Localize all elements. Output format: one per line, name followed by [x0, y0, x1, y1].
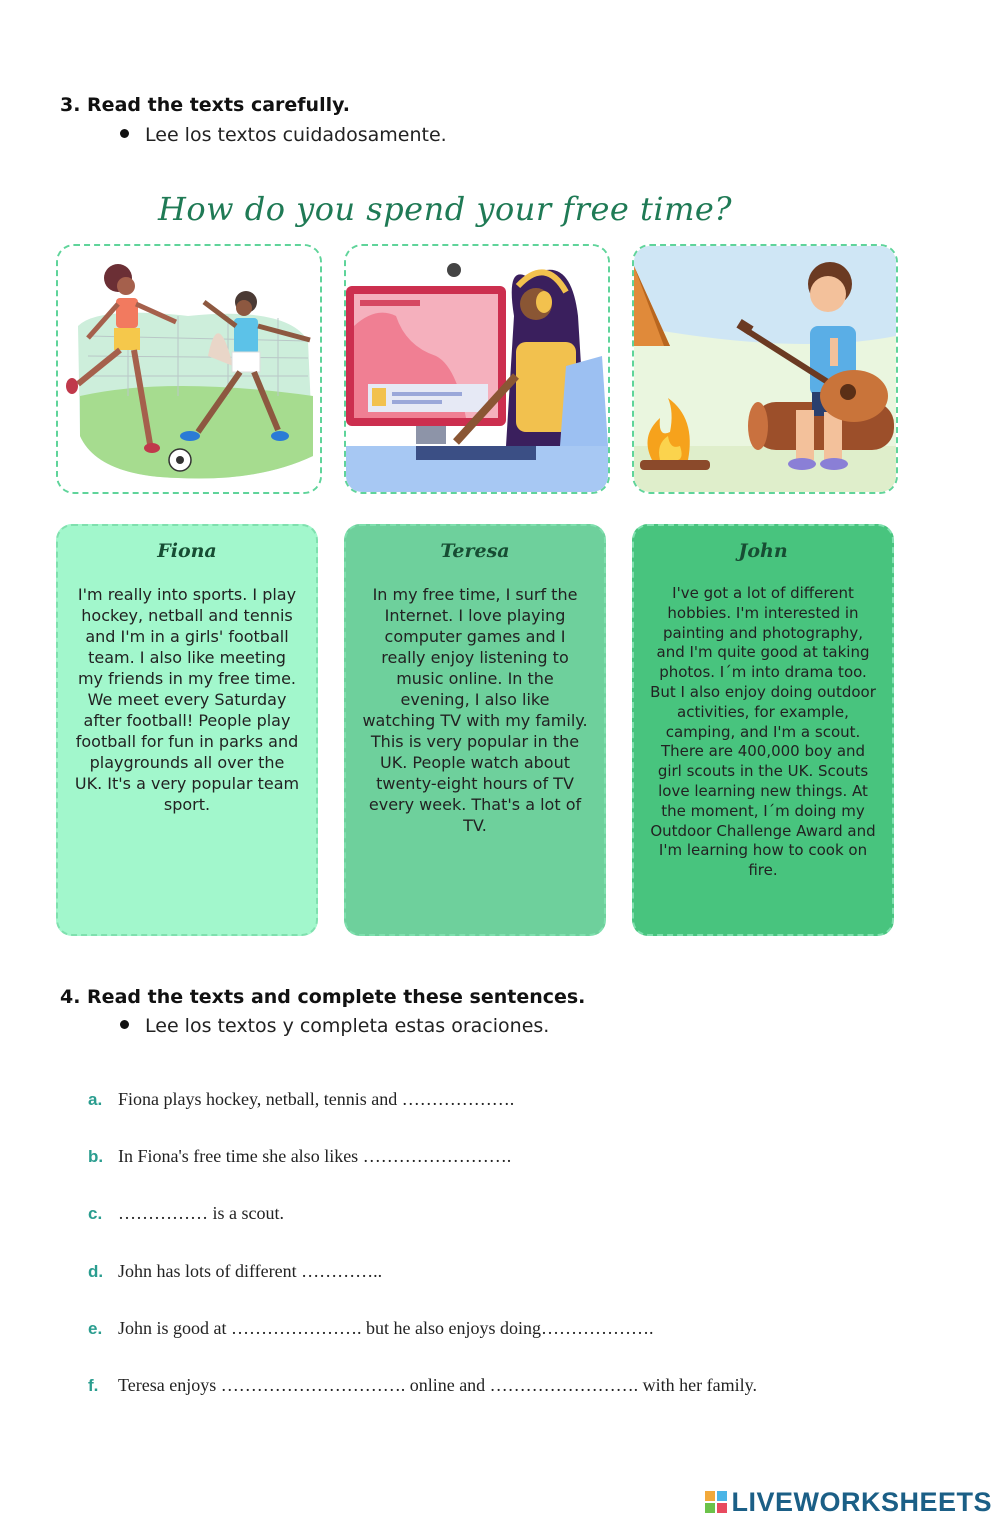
- brand-text: LIVEWORKSHEETS: [731, 1487, 992, 1517]
- section-4-title: 4. Read the texts and complete these sentences.: [60, 986, 586, 1008]
- card-teresa: [344, 524, 606, 936]
- question-text: …………… is a scout.: [118, 1203, 284, 1223]
- card-john: [632, 524, 894, 936]
- liveworksheets-brand[interactable]: [705, 1487, 992, 1518]
- bullet-icon: [120, 1020, 129, 1029]
- question-row[interactable]: [88, 1146, 511, 1167]
- question-text: In Fiona's free time she also likes …………………….: [118, 1146, 512, 1166]
- card-fiona: [56, 524, 318, 936]
- bullet-icon: [120, 129, 129, 138]
- card-name-john: John: [738, 540, 788, 562]
- question-letter: d.: [88, 1262, 104, 1281]
- card-text-john: I've got a lot of different hobbies. I'm interested in painting and photography, and I'm quite good at taking photos. I´m into drama too. But I also enjoy doing outdoor activities, for example, camping, and I'm a scout. There are 400,000 boy and girl scouts in the UK. Scouts love learning new things. At the moment, I´m doing my Outdoor Challenge Award and I'm learning how to cook on fire.: [650, 584, 876, 880]
- section-3-instruction-text: Lee los textos cuidadosamente.: [145, 124, 447, 146]
- question-letter: f.: [88, 1376, 99, 1395]
- liveworksheets-logo-icon: [705, 1491, 727, 1513]
- section-3-title: 3. Read the texts carefully.: [60, 94, 350, 116]
- card-name-teresa: Teresa: [440, 540, 510, 562]
- question-text: John is good at …………………. but he also enjoys doing……………….: [118, 1318, 654, 1338]
- section-3-instruction: [120, 124, 447, 146]
- fiona-football-picture: [56, 244, 322, 494]
- question-row[interactable]: [88, 1375, 757, 1396]
- john-guitar-picture: [632, 244, 898, 494]
- card-text-fiona: I'm really into sports. I play hockey, netball and tennis and I'm in a girls' football team. I also like meeting my friends in my free time. We meet every Saturday after football! People play football for fun in parks and playgrounds all over the UK. It's a very popular team sport.: [74, 585, 300, 814]
- question-text: John has lots of different …………..: [118, 1261, 383, 1281]
- card-name-fiona: Fiona: [157, 540, 217, 562]
- question-text: Fiona plays hockey, netball, tennis and ……………….: [118, 1089, 515, 1109]
- headline: How do you spend your free time?: [157, 190, 733, 228]
- question-letter: b.: [88, 1147, 104, 1166]
- question-letter: c.: [88, 1204, 103, 1223]
- question-row[interactable]: [88, 1318, 653, 1339]
- question-letter: e.: [88, 1319, 103, 1338]
- question-row[interactable]: [88, 1089, 514, 1110]
- section-4-instruction-text: Lee los textos y completa estas oraciones.: [145, 1015, 550, 1037]
- section-4-instruction: [120, 1015, 549, 1037]
- question-row[interactable]: [88, 1203, 284, 1224]
- card-text-teresa: In my free time, I surf the Internet. I love playing computer games and I really enjoy listening to music online. In the evening, I also like watching TV with my family. This is very popular in the UK. People watch about twenty-eight hours of TV every week. That's a lot of TV.: [362, 585, 588, 835]
- question-text: Teresa enjoys …………………………. online and ……………………. with her family.: [118, 1375, 757, 1395]
- question-letter: a.: [88, 1090, 103, 1109]
- teresa-computer-picture: [344, 244, 610, 494]
- question-row[interactable]: [88, 1261, 382, 1282]
